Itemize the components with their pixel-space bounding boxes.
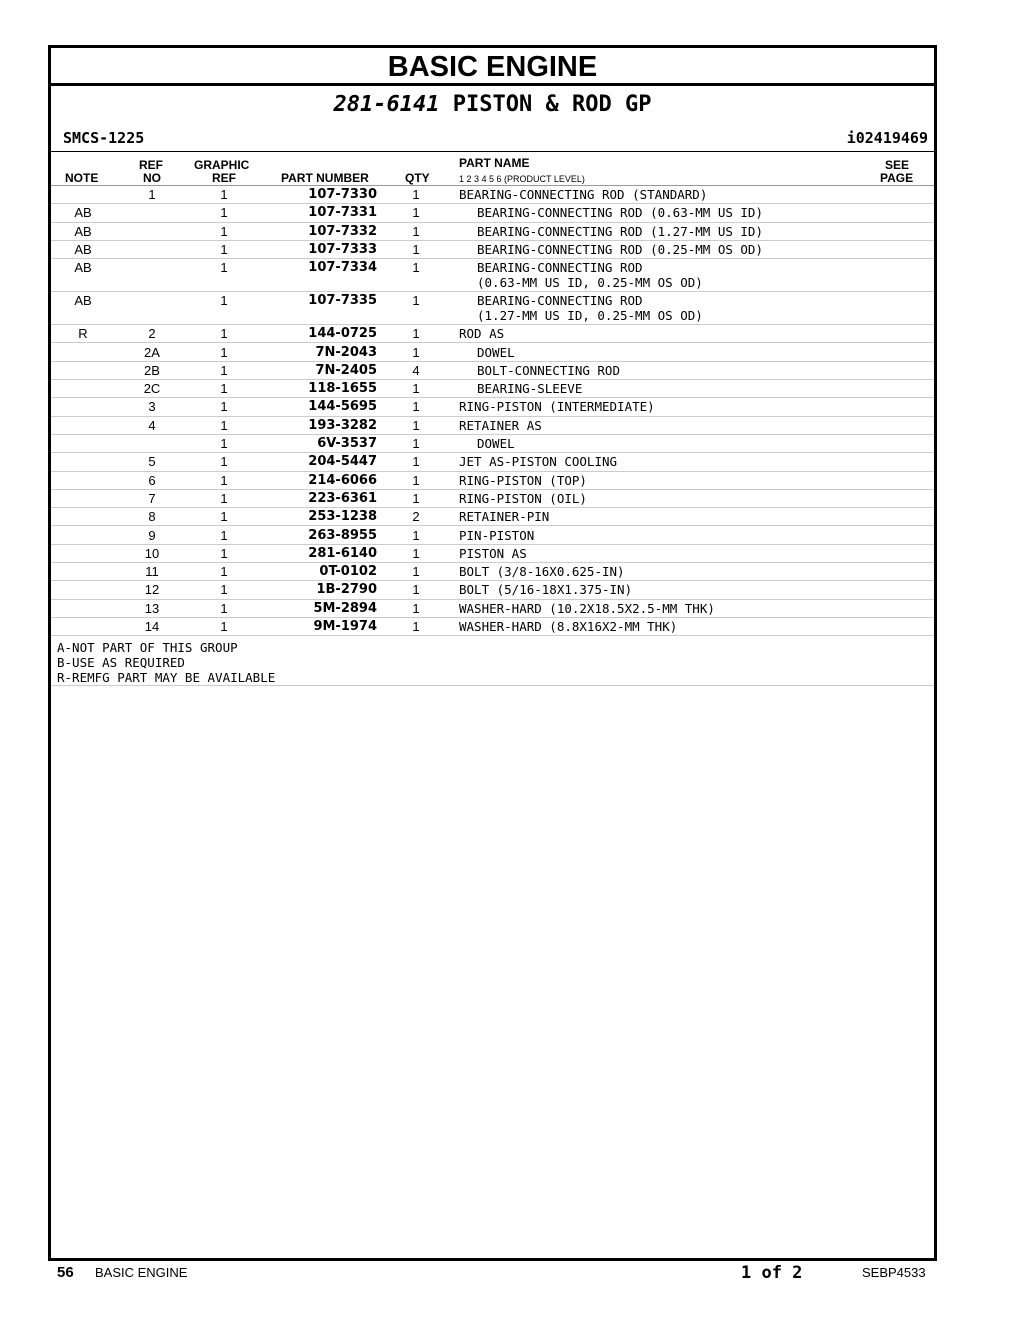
- qty-cell: 1: [412, 260, 420, 276]
- graphic-ref-cell: 1: [220, 326, 228, 342]
- ref-no-cell: 8: [148, 509, 156, 525]
- qty-cell: 1: [412, 545, 420, 561]
- table-row: [51, 222, 934, 241]
- part-name-cell: BEARING-SLEEVE: [477, 381, 583, 397]
- ref-no-cell: 6: [148, 472, 156, 488]
- part-name-cell: BEARING-CONNECTING ROD (0.63-MM US ID): [477, 205, 763, 221]
- table-row: [51, 397, 934, 416]
- part-name-cell: DOWEL: [477, 344, 515, 360]
- table-header: [51, 151, 934, 186]
- graphic-ref-cell: 1: [220, 381, 228, 397]
- part-number-cell: 281-6140: [308, 545, 377, 561]
- graphic-ref-cell: 1: [220, 472, 228, 488]
- table-row: [51, 599, 934, 618]
- qty-cell: 2: [412, 509, 420, 525]
- note-cell: AB: [74, 260, 92, 276]
- part-number-cell: 193-3282: [308, 417, 377, 433]
- group-name: PISTON & ROD GP: [452, 92, 652, 117]
- note-cell: AB: [74, 205, 92, 221]
- ref-no-cell: 9: [148, 527, 156, 543]
- graphic-ref-cell: 1: [220, 564, 228, 580]
- graphic-ref-cell: 1: [220, 436, 228, 451]
- graphic-ref-cell: 1: [220, 399, 228, 415]
- section-title: BASIC ENGINE: [51, 48, 934, 86]
- header-ref-bottom: NO: [143, 171, 161, 185]
- part-name-cell: WASHER-HARD (10.2X18.5X2.5-MM THK): [459, 600, 715, 616]
- qty-cell: 1: [412, 326, 420, 342]
- graphic-ref-cell: 1: [220, 344, 228, 360]
- part-number-cell: 118-1655: [308, 381, 377, 397]
- table-row: [51, 361, 934, 380]
- table-row: [51, 580, 934, 599]
- qty-cell: 1: [412, 205, 420, 221]
- footer-page-number: 56: [57, 1264, 74, 1281]
- ref-no-cell: 2C: [143, 381, 161, 397]
- header-see-top: SEE: [885, 158, 910, 172]
- graphic-ref-cell: 1: [220, 509, 228, 525]
- ref-no-cell: 7: [148, 490, 156, 506]
- part-number-cell: 253-1238: [308, 509, 377, 525]
- qty-cell: 1: [412, 454, 420, 470]
- ref-no-cell: 13: [144, 600, 160, 616]
- graphic-ref-cell: 1: [220, 545, 228, 561]
- part-number-cell: 9M-1974: [313, 619, 377, 634]
- part-number-cell: 223-6361: [308, 490, 377, 506]
- smcs-code: SMCS-1225: [63, 129, 145, 147]
- ref-no-cell: 2: [148, 326, 156, 342]
- legend-divider: [51, 685, 934, 686]
- graphic-ref-cell: 1: [220, 619, 228, 634]
- ref-no-cell: 5: [148, 454, 156, 470]
- part-name-cell: RETAINER AS: [459, 417, 542, 433]
- table-row: [51, 343, 934, 362]
- graphic-ref-cell: 1: [220, 293, 228, 309]
- graphic-ref-cell: 1: [220, 241, 228, 257]
- part-number-cell: 5M-2894: [313, 600, 377, 616]
- illustration-id: i02419469: [846, 129, 928, 147]
- legend-item: A-NOT PART OF THIS GROUP: [57, 640, 238, 655]
- note-cell: AB: [74, 293, 92, 309]
- part-name-cell: BOLT (3/8-16X0.625-IN): [459, 564, 625, 580]
- part-number-cell: 204-5447: [308, 454, 377, 470]
- note-cell: AB: [74, 223, 92, 239]
- header-part-number: PART NUMBER: [281, 171, 369, 185]
- part-number-cell: 107-7330: [308, 187, 377, 202]
- group-number: 281-6141: [333, 92, 440, 117]
- part-number-cell: 214-6066: [308, 472, 377, 488]
- qty-cell: 1: [412, 187, 420, 202]
- part-name-cell: RING-PISTON (INTERMEDIATE): [459, 399, 655, 415]
- part-name-cell: BOLT (5/16-18X1.375-IN): [459, 582, 633, 598]
- table-row: [51, 507, 934, 526]
- footer-page-of: 1 of 2: [741, 1263, 803, 1283]
- graphic-ref-cell: 1: [220, 600, 228, 616]
- part-name-cell: BEARING-CONNECTING ROD (0.63-MM US ID, 0.25-MM OS OD): [477, 260, 703, 291]
- table-row: [51, 185, 934, 204]
- qty-cell: 1: [412, 417, 420, 433]
- qty-cell: 1: [412, 223, 420, 239]
- part-name-cell: RING-PISTON (TOP): [459, 472, 587, 488]
- part-name-cell: WASHER-HARD (8.8X16X2-MM THK): [459, 619, 678, 634]
- header-note: NOTE: [65, 171, 99, 185]
- qty-cell: 1: [412, 344, 420, 360]
- part-number-cell: 7N-2043: [315, 344, 377, 360]
- graphic-ref-cell: 1: [220, 187, 228, 202]
- ref-no-cell: 14: [144, 619, 160, 634]
- part-number-cell: 263-8955: [308, 527, 377, 543]
- graphic-ref-cell: 1: [220, 362, 228, 378]
- table-row: [51, 379, 934, 398]
- part-name-cell: DOWEL: [477, 436, 515, 451]
- table-row: [51, 562, 934, 581]
- table-row: [51, 203, 934, 222]
- part-number-cell: 0T-0102: [319, 564, 377, 580]
- qty-cell: 1: [412, 582, 420, 598]
- graphic-ref-cell: 1: [220, 205, 228, 221]
- header-part-name: PART NAME: [459, 156, 530, 170]
- part-name-cell: BEARING-CONNECTING ROD (0.25-MM OS OD): [477, 241, 763, 257]
- table-row: [51, 526, 934, 545]
- table-row: [51, 291, 934, 325]
- legend: [57, 640, 275, 685]
- ref-no-cell: 1: [148, 187, 156, 202]
- table-row: [51, 258, 934, 292]
- part-name-cell: BEARING-CONNECTING ROD (STANDARD): [459, 187, 708, 202]
- header-graphic-top: GRAPHIC: [194, 158, 250, 172]
- qty-cell: 1: [412, 241, 420, 257]
- table-row: [51, 489, 934, 508]
- part-number-cell: 107-7335: [308, 293, 377, 309]
- part-name-cell: PIN-PISTON: [459, 527, 535, 543]
- ref-no-cell: 2A: [144, 344, 160, 360]
- graphic-ref-cell: 1: [220, 417, 228, 433]
- note-cell: R: [78, 326, 88, 342]
- header-graphic-bottom: REF: [212, 171, 236, 185]
- graphic-ref-cell: 1: [220, 582, 228, 598]
- table-row: [51, 240, 934, 259]
- part-name-cell: RETAINER-PIN: [459, 509, 550, 525]
- table-row: [51, 471, 934, 490]
- legend-item: B-USE AS REQUIRED: [57, 655, 185, 670]
- header-qty: QTY: [405, 171, 430, 185]
- part-name-cell: JET AS-PISTON COOLING: [459, 454, 618, 470]
- page-frame: [48, 45, 937, 1261]
- graphic-ref-cell: 1: [220, 527, 228, 543]
- part-number-cell: 144-0725: [308, 326, 377, 342]
- table-row: [51, 324, 934, 343]
- part-name-cell: ROD AS: [459, 326, 505, 342]
- graphic-ref-cell: 1: [220, 454, 228, 470]
- note-cell: AB: [74, 241, 92, 257]
- graphic-ref-cell: 1: [220, 260, 228, 276]
- footer-section: BASIC ENGINE: [95, 1265, 188, 1280]
- graphic-ref-cell: 1: [220, 223, 228, 239]
- part-number-cell: 7N-2405: [315, 362, 377, 378]
- qty-cell: 4: [412, 362, 420, 378]
- part-number-cell: 107-7334: [308, 260, 377, 276]
- part-name-cell: BEARING-CONNECTING ROD (1.27-MM US ID): [477, 223, 763, 239]
- qty-cell: 1: [412, 527, 420, 543]
- table-row: [51, 434, 934, 453]
- qty-cell: 1: [412, 600, 420, 616]
- footer-doc-id: SEBP4533: [862, 1265, 926, 1280]
- qty-cell: 1: [412, 399, 420, 415]
- part-number-cell: 107-7332: [308, 223, 377, 239]
- part-number-cell: 6V-3537: [317, 436, 377, 451]
- header-product-levels: 1 2 3 4 5 6 (PRODUCT LEVEL): [459, 174, 585, 184]
- ref-no-cell: 12: [144, 582, 160, 598]
- graphic-ref-cell: 1: [220, 490, 228, 506]
- header-ref-top: REF: [139, 158, 163, 172]
- ref-no-cell: 3: [148, 399, 156, 415]
- part-number-cell: 107-7331: [308, 205, 377, 221]
- table-row: [51, 416, 934, 435]
- table-row: [51, 617, 934, 636]
- header-see-bottom: PAGE: [880, 171, 914, 185]
- legend-item: R-REMFG PART MAY BE AVAILABLE: [57, 670, 276, 685]
- ref-no-cell: 4: [148, 417, 156, 433]
- qty-cell: 1: [412, 490, 420, 506]
- part-number-cell: 107-7333: [308, 241, 377, 257]
- qty-cell: 1: [412, 619, 420, 634]
- table-row: [51, 452, 934, 471]
- table-row: [51, 544, 934, 563]
- ref-no-cell: 2B: [144, 362, 160, 378]
- part-name-cell: BOLT-CONNECTING ROD: [477, 362, 620, 378]
- group-title: [51, 92, 934, 117]
- qty-cell: 1: [412, 293, 420, 309]
- qty-cell: 1: [412, 436, 420, 451]
- ref-no-cell: 11: [145, 564, 159, 580]
- part-name-cell: PISTON AS: [459, 545, 527, 561]
- part-number-cell: 1B-2790: [316, 582, 377, 598]
- qty-cell: 1: [412, 472, 420, 488]
- qty-cell: 1: [412, 564, 420, 580]
- qty-cell: 1: [412, 381, 420, 397]
- part-number-cell: 144-5695: [308, 399, 377, 415]
- part-name-cell: RING-PISTON (OIL): [459, 490, 587, 506]
- part-name-cell: BEARING-CONNECTING ROD (1.27-MM US ID, 0.25-MM OS OD): [477, 293, 703, 324]
- ref-no-cell: 10: [144, 545, 160, 561]
